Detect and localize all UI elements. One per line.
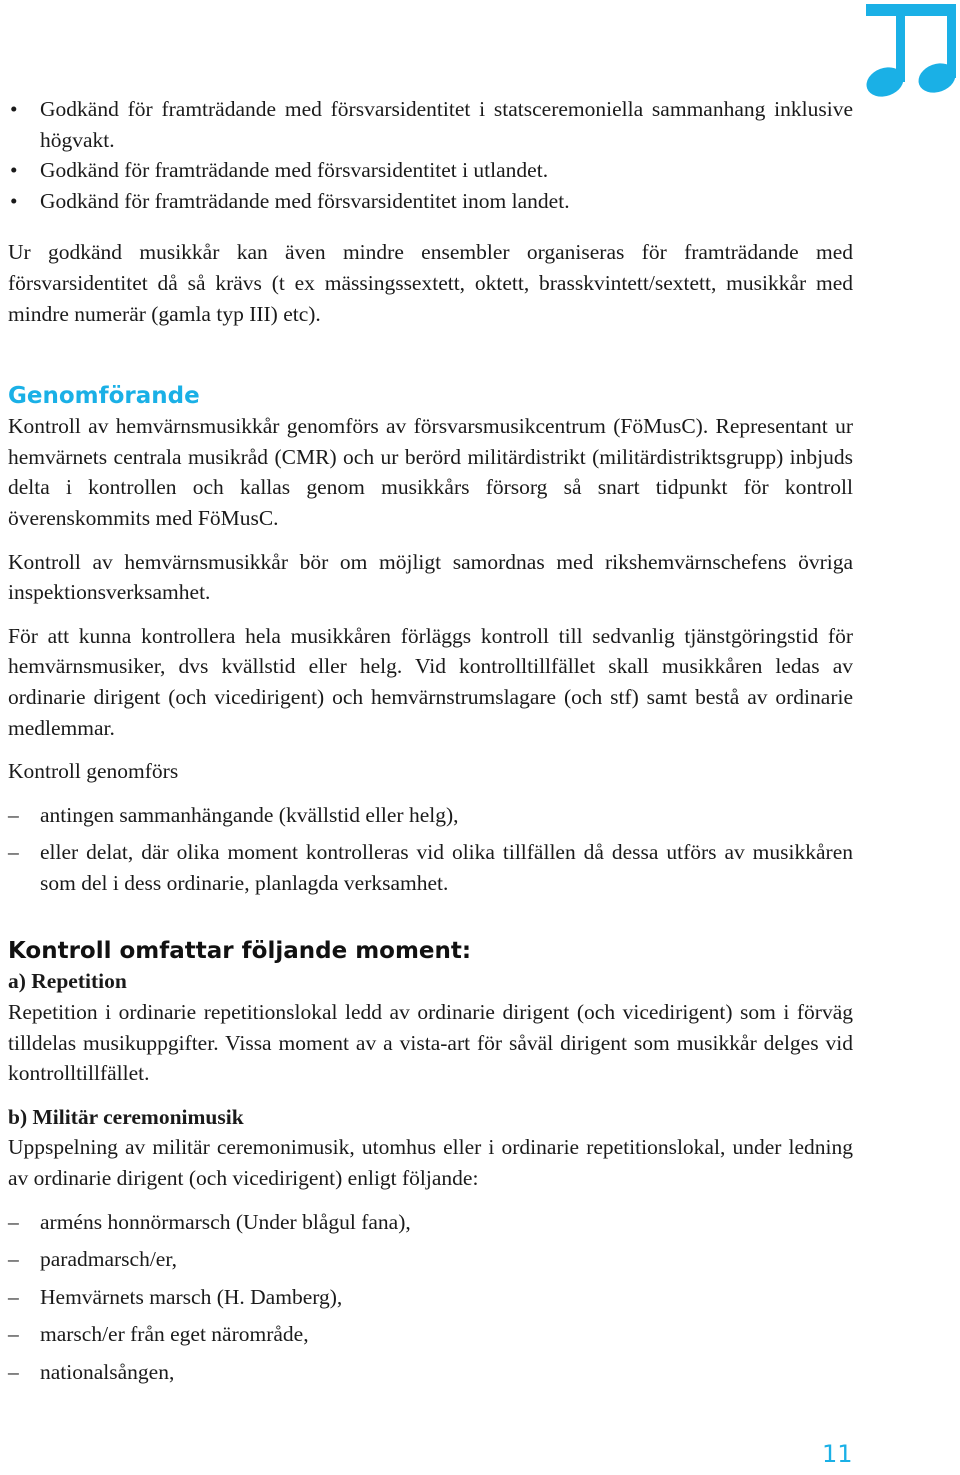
dash-mark: – [8, 1247, 19, 1272]
list-item-text: paradmarsch/er, [40, 1247, 178, 1272]
list-item [8, 94, 853, 155]
subheading-ceremonimusik: b) Militär ceremonimusik [8, 1104, 244, 1129]
subheading-repetition: a) Repetition [8, 969, 127, 994]
dash-list [8, 800, 853, 899]
section-heading-kontroll: Kontroll omfattar följande moment: [8, 938, 472, 965]
list-item [8, 1207, 853, 1238]
bullet-mark: • [10, 158, 18, 183]
paragraph: Kontroll genomförs [8, 759, 179, 784]
list-item [8, 155, 853, 186]
list-item-text: marsch/er från eget närområde, [40, 1322, 309, 1347]
list-item-text: nationalsången, [40, 1360, 175, 1384]
list-item-text: arméns honnörmarsch (Under blågul fana), [40, 1209, 411, 1234]
list-item [8, 800, 853, 831]
bullet-mark: • [10, 97, 18, 121]
list-item [8, 1357, 853, 1388]
list-item-text: Godkänd för framträdande med försvarsidentitet i statsceremoniella sammanhang inklusive högvakt. [40, 97, 853, 152]
page-content [8, 94, 853, 1388]
bullet-mark: • [10, 188, 18, 213]
paragraph: Uppspelning av militär ceremonimusik, utomhus eller i ordinarie repetitionslokal, under ledning av ordinarie dirigent (och vicedirigent) enligt följande: [8, 1135, 853, 1191]
dash-mark: – [8, 1322, 19, 1347]
paragraph: Repetition i ordinarie repetitionslokal ledd av ordinarie dirigent (och vicedirigent) som i förväg tilldelas musikuppgifter. Vissa moment av a vista-art för såväl dirigent som musikkår delges vid kontrolltillfället. [8, 1000, 853, 1086]
dash-mark: – [8, 1360, 19, 1384]
section-heading-genomforande: Genomförande [8, 383, 200, 410]
list-item [8, 1282, 853, 1313]
bullet-list [8, 94, 853, 216]
list-item-text: Hemvärnets marsch (H. Damberg), [40, 1284, 343, 1309]
paragraph: Kontroll av hemvärnsmusikkår bör om möjligt samordnas med rikshemvärnschefens övriga inspektionsverksamhet. [8, 549, 853, 605]
page-number: 11 [822, 1440, 853, 1468]
list-item-text: Godkänd för framträdande med försvarsidentitet inom landet. [40, 188, 570, 213]
dash-mark: – [8, 802, 19, 827]
list-item [8, 1319, 853, 1350]
dash-list [8, 1207, 853, 1388]
list-item-text: eller delat, där olika moment kontrolleras vid olika tillfällen då dessa utförs av musikkåren som del i dess ordinarie, planlagda verksamhet. [40, 840, 853, 895]
list-item [8, 837, 853, 898]
list-item-text: Godkänd för framträdande med försvarsidentitet i utlandet. [40, 158, 549, 183]
dash-mark: – [8, 840, 19, 865]
list-item [8, 186, 853, 217]
list-item [8, 1244, 853, 1275]
list-item-text: antingen sammanhängande (kvällstid eller helg), [40, 802, 459, 827]
music-notes-icon [860, 0, 960, 100]
paragraph: Kontroll av hemvärnsmusikkår genomförs av försvarsmusikcentrum (FöMusC). Representant ur hemvärnets centrala musikråd (CMR) och ur berörd militärdistrikt (militärdistriktsgrupp) inbjuds delta i kontrollen och kallas genom musikkårs försorg så snart tidpunkt för kontroll överenskommits med FöMusC. [8, 414, 853, 530]
intro-paragraph: Ur godkänd musikkår kan även mindre ensembler organiseras för framträdande med försvarsidentitet då så krävs (t ex mässingssextett, oktett, brasskvintett/sextett, musikkår med mindre numerär (gamla typ III) etc). [8, 240, 853, 326]
dash-mark: – [8, 1284, 19, 1309]
dash-mark: – [8, 1209, 19, 1234]
paragraph: För att kunna kontrollera hela musikkåren förläggs kontroll till sedvanlig tjänstgöringstid för hemvärnsmusiker, dvs kvällstid eller helg. Vid kontrolltillfället skall musikkåren ledas av ordinarie dirigent (och vicedirigent) och hemvärnstrumslagare (och stf) samt bestå av ordinarie medlemmar. [8, 623, 853, 740]
